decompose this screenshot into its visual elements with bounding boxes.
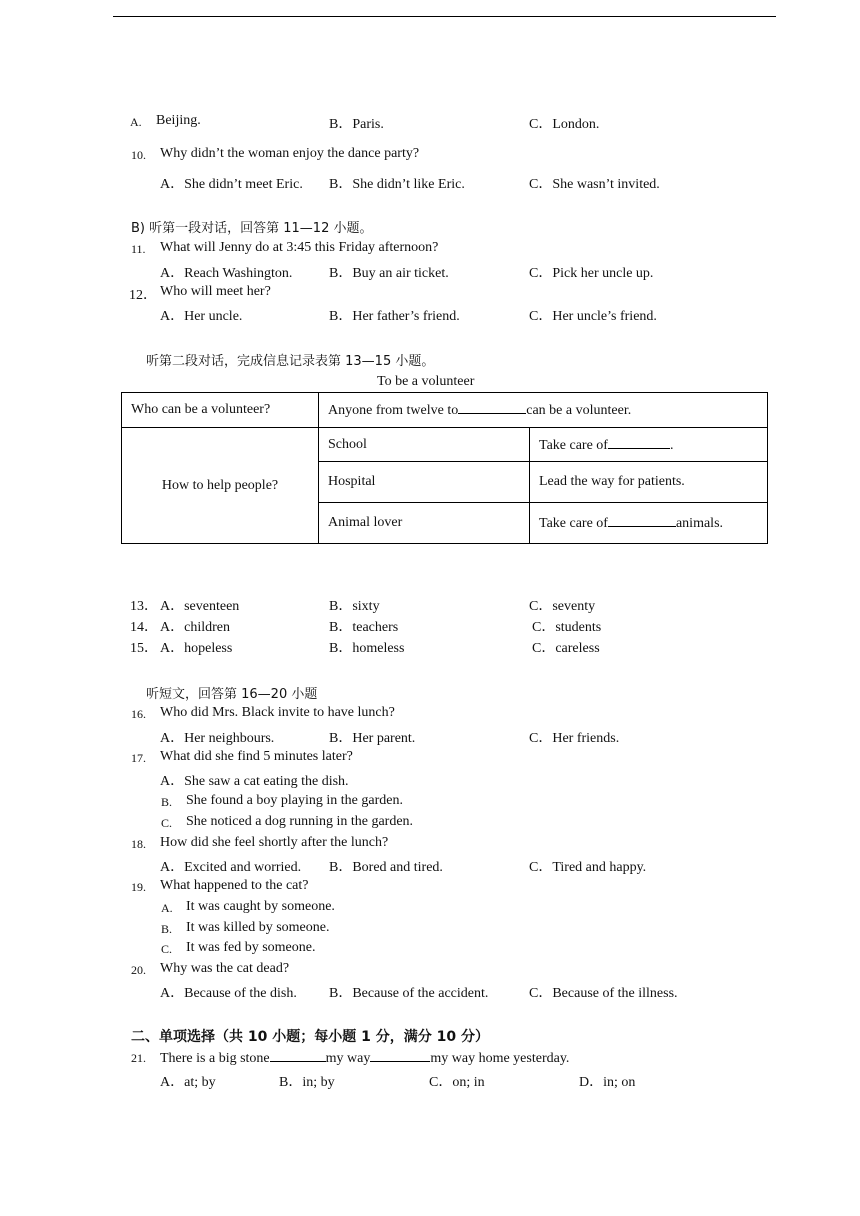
q10-option-c: C．She wasn’t invited. [529,177,660,192]
q20-option-b: B．Because of the accident. [329,986,489,1001]
q18-option-c: C．Tired and happy. [529,860,647,875]
q11-number: 11. [131,242,146,256]
cell-who-answer [319,393,768,428]
q18-number: 18. [131,837,146,851]
q18-option-b: B．Bored and tired. [329,860,443,875]
q19-option-c: It was fed by someone. [186,940,316,955]
q15-option-c: C．careless [532,641,600,656]
q9-option-a-letter: A. [130,115,142,129]
q21-number: 21. [131,1051,146,1065]
blank-15 [608,514,676,527]
q17-option-b-letter: B. [161,795,173,809]
q13-option-c: C．seventy [529,599,596,614]
q21-text-mid: my way [325,1051,371,1066]
q21-text-post: my way home yesterday. [430,1051,570,1066]
q9-option-c: C．London. [529,117,600,132]
q11-option-a: A．Reach Washington. [160,266,293,281]
q19-text: What happened to the cat? [160,878,309,893]
q17-number: 17. [131,751,146,765]
help-school-post: . [669,437,674,453]
help-animal-pre: Take care of [539,516,608,531]
q16-option-b: B．Her parent. [329,731,416,746]
q12-option-b: B．Her father’s friend. [329,309,460,324]
q12-option-c: C．Her uncle’s friend. [529,309,657,324]
how-question-text: How to help people? [161,477,279,493]
part-two-heading: 二、单项选择（共 10 小题；每小题 1 分，满分 10 分） [131,1029,489,1045]
q18-text: How did she feel shortly after the lunch? [160,835,389,850]
help-animal-post: animals. [675,516,724,531]
cell-help-school [530,428,768,462]
header-rule [113,16,776,17]
cell-how-question [122,428,319,544]
q21-blank-1 [270,1049,326,1062]
q10-option-b: B．She didn’t like Eric. [329,177,465,192]
q10-number: 10. [131,148,146,162]
q12-number: 12． [129,288,157,303]
q16-text: Who did Mrs. Black invite to have lunch? [160,705,395,720]
section-passage-heading: 听短文，回答第 16—20 小题 [146,687,318,702]
q17-text: What did she find 5 minutes later? [160,749,353,764]
q21-option-b: B．in; by [279,1075,335,1090]
volunteer-info-table [121,392,768,544]
cell-place-animal-lover: Animal lover [319,503,530,544]
q14-option-c: C．students [532,620,602,635]
q11-text: What will Jenny do at 3:45 this Friday afternoon? [160,240,439,255]
blank-13 [458,401,526,414]
blank-14 [608,436,670,449]
q16-option-c: C．Her friends. [529,731,620,746]
q15-option-a: A．hopeless [160,641,233,656]
section-dialogue-2-heading: 听第二段对话，完成信息记录表第 13—15 小题。 [146,354,435,369]
q13-option-b: B．sixty [329,599,380,614]
q20-number: 20. [131,963,146,977]
who-answer-pre: Anyone from twelve to [328,403,459,418]
q20-option-c: C．Because of the illness. [529,986,678,1001]
q16-option-a: A．Her neighbours. [160,731,275,746]
q21-text-pre: There is a big stone [160,1051,270,1066]
q13-number: 13． [130,599,158,614]
q9-option-b: B．Paris. [329,117,384,132]
cell-place-school: School [319,428,530,462]
q21-option-c: C．on; in [429,1075,485,1090]
cell-who-question: Who can be a volunteer? [122,393,319,428]
cell-help-hospital: Lead the way for patients. [530,462,768,503]
q19-option-c-letter: C. [161,942,173,956]
q21-option-d: D．in; on [579,1075,636,1090]
q10-text: Why didn’t the woman enjoy the dance party? [160,146,420,161]
q14-option-b: B．teachers [329,620,399,635]
table-title: To be a volunteer [377,374,475,389]
q12-text: Who will meet her? [160,284,271,299]
q20-text: Why was the cat dead? [160,961,290,976]
help-school-pre: Take care of [539,437,608,453]
q17-option-a: A．She saw a cat eating the dish. [160,774,349,789]
who-answer-post: can be a volunteer. [526,403,632,418]
q18-option-a: A．Excited and worried. [160,860,302,875]
q19-option-b: It was killed by someone. [186,920,330,935]
q20-option-a: A．Because of the dish. [160,986,297,1001]
q11-option-c: C．Pick her uncle up. [529,266,654,281]
q15-option-b: B．homeless [329,641,405,656]
q13-option-a: A．seventeen [160,599,240,614]
q19-option-a: It was caught by someone. [186,899,335,914]
q10-option-a: A．She didn’t meet Eric. [160,177,303,192]
cell-help-animal-lover [530,503,768,544]
q14-option-a: A．children [160,620,230,635]
cell-place-hospital: Hospital [319,462,530,503]
q15-number: 15． [130,641,158,656]
q21-option-a: A．at; by [160,1075,216,1090]
q11-option-b: B．Buy an air ticket. [329,266,449,281]
q19-option-a-letter: A. [161,901,173,915]
q9-option-a: Beijing. [156,113,201,128]
q21-blank-2 [370,1049,430,1062]
q12-option-a: A．Her uncle. [160,309,243,324]
q19-option-b-letter: B. [161,922,173,936]
q16-number: 16. [131,707,146,721]
q21-text [160,1049,569,1067]
q17-option-b: She found a boy playing in the garden. [186,793,403,808]
q19-number: 19. [131,880,146,894]
q17-option-c: She noticed a dog running in the garden. [186,814,414,829]
section-b-heading: B) 听第一段对话，回答第 11—12 小题。 [131,221,373,236]
q14-number: 14． [130,620,158,635]
q17-option-c-letter: C. [161,816,173,830]
